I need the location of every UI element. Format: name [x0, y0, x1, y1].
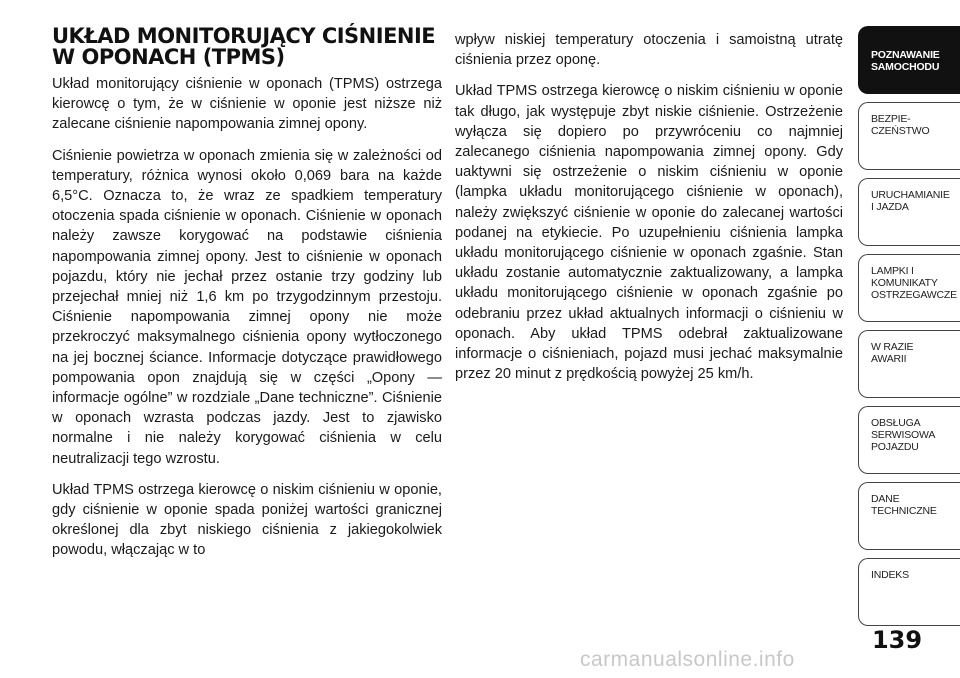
page-number: 139: [871, 626, 923, 654]
paragraph: Układ monitorujący ciśnienie w oponach (TPMS) ostrzega kierowcę o tym, że w ciśnienie w oponie jest niższe niż zalecane ciśnienie napompowania zimnej opony.: [52, 76, 442, 133]
paragraph: Układ TPMS ostrzega kierowcę o niskim ciśnieniu w oponie tak długo, jak występuje zbyt niskie ciśnienie. Ostrzeżenie wyłącza się dopiero po przywróceniu co najmniej zalecanego ciśnienia napompowania zimnej opony. Gdy uaktywni się ostrzeżenie o niskim ciśnieniu w oponie (lampka układu monitorującego ciśnienie w oponach), należy zwiększyć ciśnienie w oponie do zalecanej wartości podanej na etykiecie. Po uzupełnieniu ciśnienia lampka układu monitorującego ciśnienie w oponach zgaśnie. Stan układu zostanie automatycznie zaktualizowany, a lampka układu monitorującego ciśnienie w oponach zgaśnie po odebraniu przez układ aktualnych informacji o ciśnieniu w oponach. Aby układ TPMS odebrał zaktualizowane informacje o ciśnieniach, pojazd musi jechać maksymalnie przez 20 minut z prędkością powyżej 25 km/h.: [455, 83, 843, 383]
tab-w-razie-awarii[interactable]: W RAZIE AWARII: [858, 330, 960, 398]
tab-lampki-i-komunikaty[interactable]: LAMPKI I KOMUNIKATY OSTRZEGAWCZE: [858, 254, 960, 322]
right-column: [455, 30, 843, 395]
watermark-text: carmanualsonline.info: [580, 648, 795, 671]
tab-bezpieczenstwo[interactable]: BEZPIE- CZEŃSTWO: [858, 102, 960, 170]
tab-dane-techniczne[interactable]: DANE TECHNICZNE: [858, 482, 960, 550]
paragraph: Układ TPMS ostrzega kierowcę o niskim ciśnieniu w oponie, gdy ciśnienie w oponie spada poniżej wartości granicznej określonej dla zbyt niskiego ciśnienia z jakiegokolwiek powodu, włączając w to: [52, 481, 442, 559]
chapter-tabs: [858, 26, 960, 630]
paragraph: wpływ niskiej temperatury otoczenia i samoistną utratę ciśnienia przez oponę.: [455, 32, 843, 69]
left-column: [52, 26, 442, 572]
tab-indeks[interactable]: INDEKS: [858, 558, 960, 626]
tab-obsluga-serwisowa[interactable]: OBSŁUGA SERWISOWA POJAZDU: [858, 406, 960, 474]
paragraph: Ciśnienie powietrza w oponach zmienia się w zależności od temperatury, różnica wynosi około 0,069 bara na każde 6,5°C. Oznacza to, że wraz ze spadkiem temperatury otoczenia spada ciśnienie w oponach. Ciśnienie w oponach należy zawsze korygować na podstawie ciśnienia napompowania zimnej opony. Jest to ciśnienie w oponach pojazdu, który nie jechał przez ostanie trzy godziny lub przejechał mniej niż 1,6 km po trzygodzinnym przestoju. Ciśnienie napompowania zimnej opony nie może przekroczyć maksymalnego ciśnienia opony wytłoczonego na jej bocznej ściance. Informacje dotyczące prawidłowego pompowania opon znajdują się w części „Opony — informacje ogólne” w rozdziale „Dane techniczne”. Ciśnienie w oponach wzrasta podczas jazdy. Jest to zjawisko normalne i nie należy korygować ciśnienia w celu neutralizacji tego wzrostu.: [52, 147, 442, 467]
section-heading: UKŁAD MONITORUJĄCY CIŚNIENIE W OPONACH (TPMS): [52, 24, 436, 69]
tab-poznawanie-samochodu[interactable]: POZNAWANIE SAMOCHODU: [858, 26, 960, 94]
tab-uruchamianie-i-jazda[interactable]: URUCHAMIANIE I JAZDA: [858, 178, 960, 246]
